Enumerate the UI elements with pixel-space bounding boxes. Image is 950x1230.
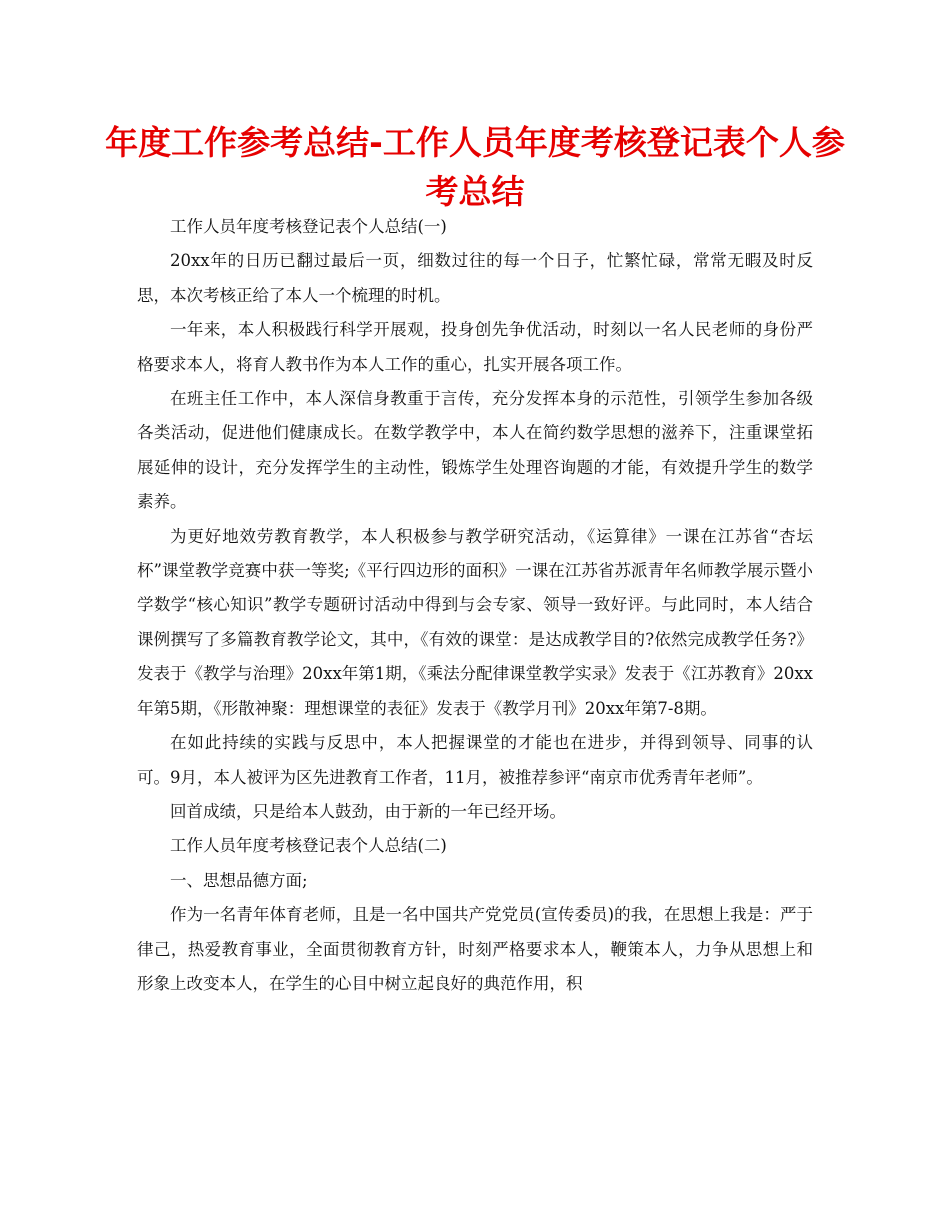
paragraph: 回首成绩，只是给本人鼓劲，由于新的一年已经开场。 [170, 801, 566, 821]
paragraph-heading-2: 工作人员年度考核登记表个人总结(二) [170, 836, 447, 856]
document-body [137, 210, 813, 1001]
paragraph: 在班主任工作中，本人深信身教重于言传，充分发挥本身的示范性，引领学生参加各级各类活动，促进他们健康成长。在数学教学中，本人在简约数学思想的滋养下，注重课堂拓展延伸的设计，充分发挥学生的主动性，锻炼学生处理咨询题的才能，有效提升学生的数学素养。 [137, 389, 813, 512]
paragraph: 为更好地效劳教育教学，本人积极参与教学研究活动，《运算律》一课在江苏省“杏坛杯”课堂教学竞赛中获一等奖;《平行四边形的面积》一课在江苏省苏派青年名师教学展示暨小学数学“核心知识”教学专题研讨活动中得到与会专家、领导一致好评。与此同时，本人结合课例撰写了多篇教育教学论文，其中，《有效的课堂：是达成教学目的?依然完成教学任务?》发表于《教学与治理》20xx年第1期，《乘法分配律课堂教学实录》发表于《江苏教育》20xx年第5期，《形散神聚：理想课堂的表征》发表于《教学月刊》20xx年第7-8期。 [137, 526, 813, 718]
document-title: 年度工作参考总结-工作人员年度考核登记表个人参考总结 [105, 123, 845, 211]
paragraph: 在如此持续的实践与反思中，本人把握课堂的才能也在进步，并得到领导、同事的认可。9月，本人被评为区先进教育工作者，11月，被推荐参评“南京市优秀青年老师”。 [137, 733, 813, 787]
paragraph-heading-1: 工作人员年度考核登记表个人总结(一) [170, 217, 447, 236]
paragraph: 作为一名青年体育老师，且是一名中国共产党党员(宣传委员)的我，在思想上我是：严于律己，热爱教育事业，全面贯彻教育方针，时刻严格要求本人，鞭策本人，力争从思想上和形象上改变本人，在学生的心目中树立起良好的典范作用，积 [137, 905, 813, 993]
paragraph: 20xx年的日历已翻过最后一页，细数过往的每一个日子，忙繁忙碌，常常无暇及时反思，本次考核正给了本人一个梳理的时机。 [137, 251, 813, 305]
paragraph: 一年来，本人积极践行科学开展观，投身创先争优活动，时刻以一名人民老师的身份严格要求本人，将育人教书作为本人工作的重心，扎实开展各项工作。 [137, 320, 813, 374]
section-heading: 一、思想品德方面; [170, 870, 308, 890]
